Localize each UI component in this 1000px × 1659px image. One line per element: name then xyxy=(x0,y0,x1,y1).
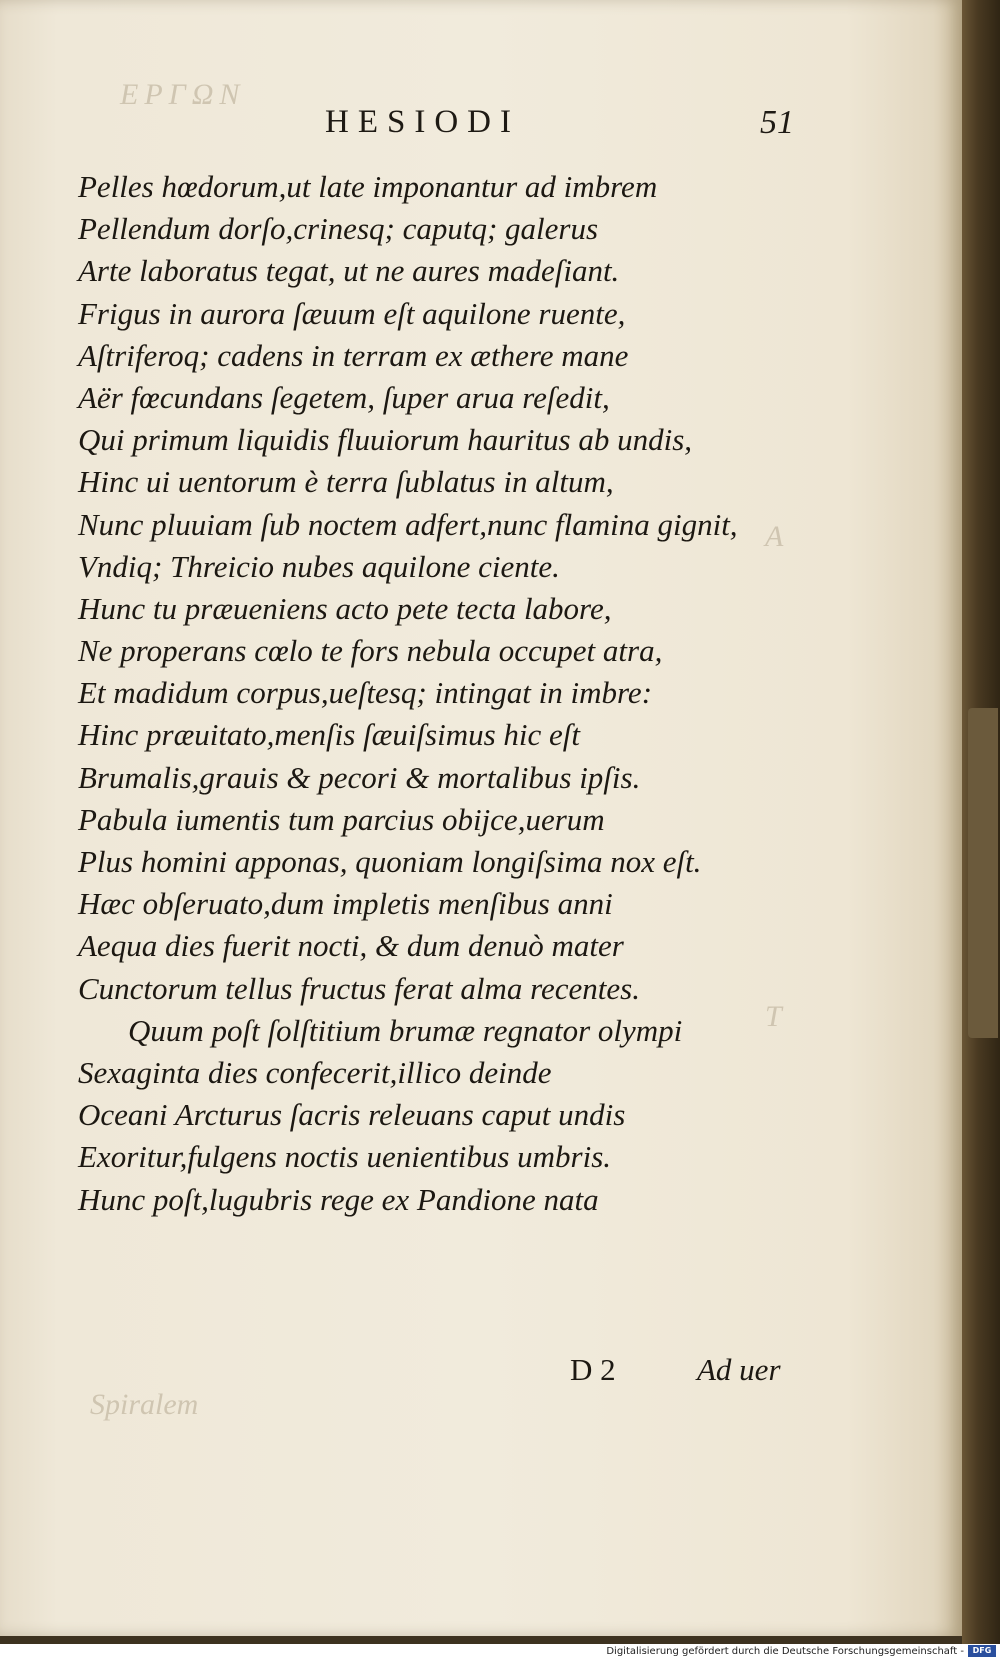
verse-line: Brumalis,grauis & pecori & mortalibus ipſis. xyxy=(78,759,641,795)
show-through-text: T xyxy=(765,1000,782,1033)
verse-line: Exoritur,fulgens noctis uenientibus umbris. xyxy=(78,1139,612,1175)
verse-line: Ne properans cœlo te fors nebula occupet atra, xyxy=(78,633,663,669)
catchword: Ad uer xyxy=(697,1352,781,1387)
verse-line: Nunc pluuiam ſub noctem adfert,nunc flamina gignit, xyxy=(78,506,738,542)
verse-line: Aequa dies fuerit nocti, & dum denuò mater xyxy=(78,928,624,964)
verse-line: Hunc tu præueniens acto pete tecta labore, xyxy=(78,590,612,626)
running-title: HESIODI xyxy=(325,104,520,140)
verse-line: Cunctorum tellus fructus ferat alma recentes. xyxy=(78,970,640,1006)
verse-line: Oceani Arcturus ſacris releuans caput undis xyxy=(78,1097,626,1133)
verse-line: Pabula iumentis tum parcius obijce,uerum xyxy=(78,801,605,837)
verse-line: Frigus in aurora ſæuum eſt aquilone ruente, xyxy=(78,295,626,331)
show-through-text: Spiralem xyxy=(90,1388,199,1421)
verse-line: Aër fœcundans ſegetem, ſuper arua reſedit, xyxy=(78,379,610,415)
verse-line: Sexaginta dies confecerit,illico deinde xyxy=(78,1054,552,1090)
verse-line: Pellendum dorſo,crinesq; caputq; galerus xyxy=(78,211,599,247)
show-through-text: ΕΡΓΩΝ xyxy=(120,78,246,111)
page-tab xyxy=(968,708,998,1038)
verse-line: Hinc præuitato,menſis ſæuiſsimus hic eſt xyxy=(78,717,581,753)
signature-mark: D 2 xyxy=(570,1352,616,1387)
verse-line: Hunc poſt,lugubris rege ex Pandione nata xyxy=(78,1181,599,1217)
verse-line: Qui primum liquidis fluuiorum hauritus ab undis, xyxy=(78,422,693,458)
verse-line: Et madidum corpus,ueſtesq; intingat in imbre: xyxy=(78,675,653,711)
dfg-logo: DFG xyxy=(968,1645,996,1657)
show-through-text: A xyxy=(765,520,784,553)
verse-line: Plus homini apponas, quoniam longiſsima nox eſt. xyxy=(78,844,702,879)
funding-notice-bar xyxy=(0,1644,1000,1659)
verse-text xyxy=(78,166,808,1221)
verse-line: Pelles hœdorum,ut late imponantur ad imbrem xyxy=(78,169,658,204)
verse-line: Hæc obſeruato,dum impletis menſibus anni xyxy=(78,886,613,922)
verse-line: Arte laboratus tegat, ut ne aures madeſiant. xyxy=(78,253,620,289)
verse-line: Vndiq; Threicio nubes aquilone ciente. xyxy=(78,548,560,584)
verse-line-indented: Quum poſt ſolſtitium brumæ regnator olympi xyxy=(128,1012,683,1048)
verse-line: Aſtriferoq; cadens in terram ex æthere mane xyxy=(78,337,629,373)
verse-line: Hinc ui uentorum è terra ſublatus in altum, xyxy=(78,464,614,500)
page-number: 51 xyxy=(760,104,794,141)
page-header xyxy=(0,104,962,154)
page-footer xyxy=(0,1352,962,1398)
funding-notice: Digitalisierung gefördert durch die Deutsche Forschungsgemeinschaft - xyxy=(606,1646,964,1657)
